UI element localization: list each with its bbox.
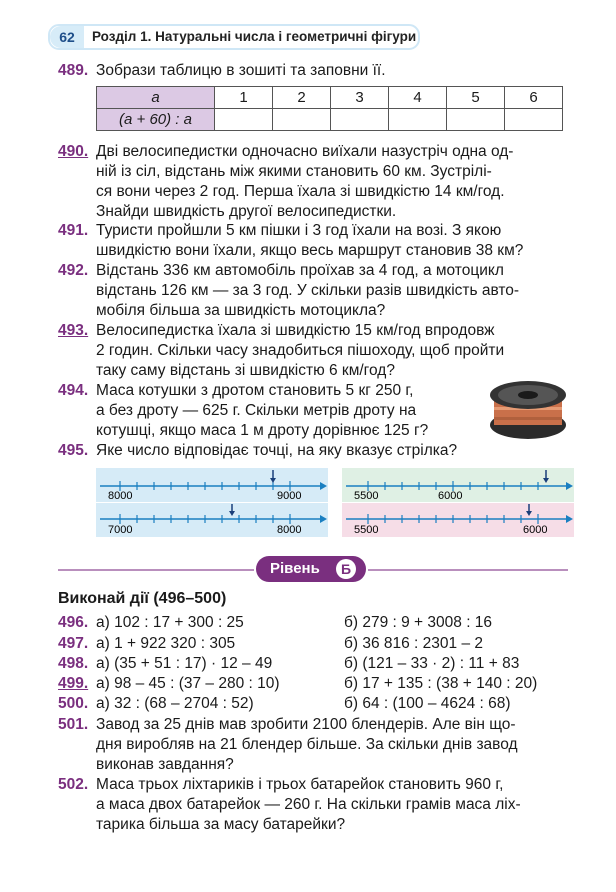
tick-label-right: 6000 [438, 490, 463, 502]
exercise-number: 500. [58, 695, 89, 712]
text-line: котушці, якщо маса 1 м дроту дорівнює 125 г? [96, 422, 429, 439]
section-title: Виконай дії (496–500) [58, 590, 227, 607]
table-cell: 6 [505, 87, 563, 109]
table-head-a: a [97, 87, 215, 109]
problem-text [96, 261, 566, 321]
problem-number: 502. [58, 776, 89, 793]
text-line: ній із сіл, відстань між якими становить 60 км. Зустрілі- [96, 163, 492, 180]
text-line: відстань 126 км — за 3 год. У скільки разів швидкість авто- [96, 282, 520, 299]
table-cell-empty [331, 109, 389, 131]
problem-number: 494. [58, 382, 89, 399]
level-letter: Б [336, 559, 356, 579]
exercise-number: 499. [58, 675, 89, 692]
text-line: Знайди швидкість другої велосипедистки. [96, 203, 397, 220]
wire-spool-image [486, 373, 570, 445]
tick-label-right: 9000 [277, 490, 302, 502]
problem-text [96, 142, 566, 222]
problem-text [96, 775, 566, 835]
table-cell-empty [505, 109, 563, 131]
text-line: таку саму відстань зі швидкістю 6 км/год? [96, 362, 395, 379]
problem-number: 495. [58, 442, 89, 459]
exercise-part-b: б) 17 + 135 : (38 + 140 : 20) [344, 675, 538, 692]
exercise-part-b: б) 279 : 9 + 3008 : 16 [344, 614, 493, 631]
tick-label-right: 6000 [523, 524, 548, 536]
number-line-3 [96, 503, 328, 537]
text-line: мобіля більша за швидкість мотоцикла? [96, 302, 386, 319]
exercise-part-b: б) (121 – 33 · 2) : 11 + 83 [344, 655, 520, 672]
table-cell: 2 [273, 87, 331, 109]
problem-text [96, 715, 566, 775]
text-line: 2 годин. Скільки часу знадобиться пішоходу, щоб пройти [96, 342, 505, 359]
exercise-part-b: б) 64 : (100 – 4624 : 68) [344, 695, 511, 712]
chapter-title: Розділ 1. Натуральні числа і геометричні фігури [92, 29, 417, 44]
text-line: Маса трьох ліхтариків і трьох батарейок становить 960 г, [96, 776, 504, 793]
text-line: виконав завдання? [96, 756, 234, 773]
number-line-1 [96, 468, 328, 502]
exercise-part-a: а) 32 : (68 – 2704 : 52) [96, 695, 254, 712]
tick-label-left: 5500 [354, 524, 379, 536]
tick-label-left: 8000 [108, 490, 133, 502]
text-line: ся вони через 2 год. Перша їхала зі швидкістю 14 км/год. [96, 183, 505, 200]
problem-number: 501. [58, 716, 89, 733]
exercise-part-b: б) 36 816 : 2301 – 2 [344, 635, 484, 652]
level-badge [256, 556, 366, 582]
problem-number: 492. [58, 262, 89, 279]
text-line: Завод за 25 днів мав зробити 2100 блендерів. Але він що- [96, 716, 516, 733]
tick-label-left: 7000 [108, 524, 133, 536]
table-cell-empty [389, 109, 447, 131]
table-head-expression: (a + 60) : a [97, 109, 215, 131]
text-line: Дві велосипедистки одночасно виїхали назустріч одна од- [96, 143, 514, 160]
problem-text: Зобрази таблицю в зошиті та заповни її. [96, 62, 386, 79]
level-label: Рівень [270, 560, 320, 577]
problem-number: 490. [58, 143, 89, 160]
table-cell: 4 [389, 87, 447, 109]
exercise-number: 497. [58, 635, 89, 652]
page-header [48, 24, 420, 50]
table-cell-empty [215, 109, 273, 131]
exercise-part-a: а) (35 + 51 : 17) · 12 – 49 [96, 655, 273, 672]
problem-number: 491. [58, 222, 89, 239]
exercise-number: 498. [58, 655, 89, 672]
text-line: тарика більша за масу батарейки? [96, 816, 346, 833]
table-cell: 5 [447, 87, 505, 109]
exercise-part-a: а) 98 – 45 : (37 – 280 : 10) [96, 675, 280, 692]
table-cell: 1 [215, 87, 273, 109]
text-line: а маса двох батарейок — 260 г. На скільки грамів маса ліх- [96, 796, 521, 813]
table-cell-empty [273, 109, 331, 131]
value-table [96, 86, 563, 131]
page-number: 62 [50, 26, 84, 48]
problem-text: Яке число відповідає точці, на яку вказує стрілка? [96, 442, 458, 459]
divider-right [368, 569, 568, 571]
text-line: дня виробляв на 21 блендер більше. За скільки днів завод [96, 736, 518, 753]
number-line-4 [342, 503, 574, 537]
exercise-part-a: а) 102 : 17 + 300 : 25 [96, 614, 244, 631]
problem-text [96, 321, 566, 381]
exercise-number: 496. [58, 614, 89, 631]
divider-left [58, 569, 254, 571]
text-line: Відстань 336 км автомобіль проїхав за 4 год, а мотоцикл [96, 262, 504, 279]
tick-label-left: 5500 [354, 490, 379, 502]
text-line: швидкістю вони їхали, якщо весь маршрут становив 38 км? [96, 242, 524, 259]
exercise-part-a: а) 1 + 922 320 : 305 [96, 635, 236, 652]
text-line: Маса котушки з дротом становить 5 кг 250 г, [96, 382, 414, 399]
tick-label-right: 8000 [277, 524, 302, 536]
text-line: Туристи пройшли 5 км пішки і 3 год їхали на возі. З якою [96, 222, 502, 239]
text-line: Велосипедистка їхала зі швидкістю 15 км/год впродовж [96, 322, 495, 339]
problem-text [96, 221, 566, 261]
table-cell-empty [447, 109, 505, 131]
number-line-2 [342, 468, 574, 502]
table-cell: 3 [331, 87, 389, 109]
problem-text [96, 381, 486, 441]
text-line: а без дроту — 625 г. Скільки метрів дроту на [96, 402, 417, 419]
problem-number: 493. [58, 322, 89, 339]
problem-number: 489. [58, 62, 89, 79]
